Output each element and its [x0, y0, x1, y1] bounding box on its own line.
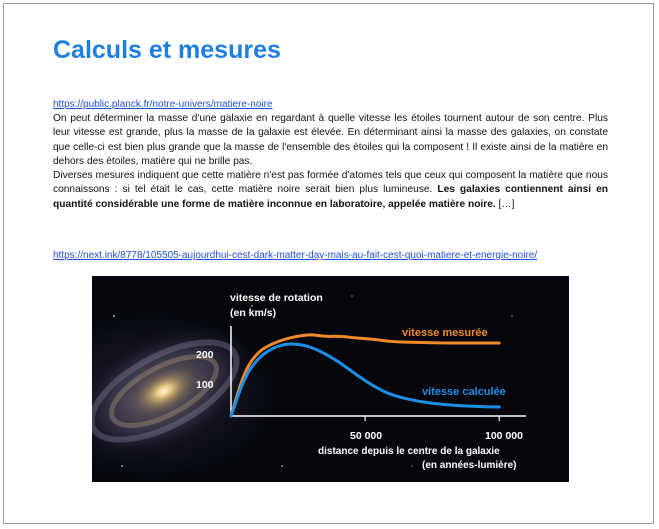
- series-line-measured: [231, 335, 499, 416]
- y-tick-label-200: 200: [196, 349, 214, 361]
- series-line-computed: [231, 344, 499, 416]
- paragraph-1: On peut déterminer la masse d'une galaxie en regardant à quelle vitesse les étoiles tournent autour de son centre. Plus leur vitesse est grande, plus la masse de la galaxie est élevée. En déterminant ainsi la masse des galaxies, on constate que celle-ci est bien plus grande que la masse de l'ensemble des étoiles qui la composent ! Il existe ainsi de la matière en dehors des étoiles, matière qui ne brille pas.: [53, 113, 608, 167]
- legend-computed-label: vitesse calculée: [422, 386, 506, 398]
- y-axis-label-line-2: (en km/s): [230, 307, 277, 319]
- page-title: Calculs et mesures: [53, 36, 281, 64]
- rotation-curve-chart: [92, 276, 569, 482]
- paragraph-2-bold: Les galaxies contiennent ainsi en quantité considérable une forme de matière inconnue en laboratoire, appelée matière noire.: [53, 184, 608, 210]
- legend-measured-label: vitesse mesurée: [402, 327, 488, 339]
- paragraph-2-ellipsis: […]: [495, 198, 515, 210]
- paragraph-2: [53, 169, 608, 212]
- x-tick-label-100000: 100 000: [485, 430, 523, 442]
- body-text: [53, 112, 608, 212]
- x-axis-label-line-2: (en années-lumière): [422, 460, 517, 471]
- x-axis-label-line-1: distance depuis le centre de la galaxie: [318, 446, 500, 457]
- y-tick-label-100: 100: [196, 379, 214, 391]
- y-axis-label-line-1: vitesse de rotation: [230, 292, 323, 304]
- rotation-curve-figure: [92, 276, 569, 482]
- planck-link[interactable]: https://public.planck.fr/notre-univers/matiere-noire: [53, 99, 273, 110]
- x-tick-label-50000: 50 000: [350, 430, 383, 442]
- paragraph-2-text: Diverses mesures indiquent que cette matière n'est pas formée d'atomes tels que ceux qui composent la matière que nous connaissons : si tel était le cas, cette matière noire serait bien plus lumineuse.: [53, 170, 608, 196]
- next-ink-link[interactable]: https://next.ink/8778/105505-aujourdhui-cest-dark-matter-day-mais-au-fait-cest-quoi-matiere-et-energie-noire/: [53, 250, 538, 261]
